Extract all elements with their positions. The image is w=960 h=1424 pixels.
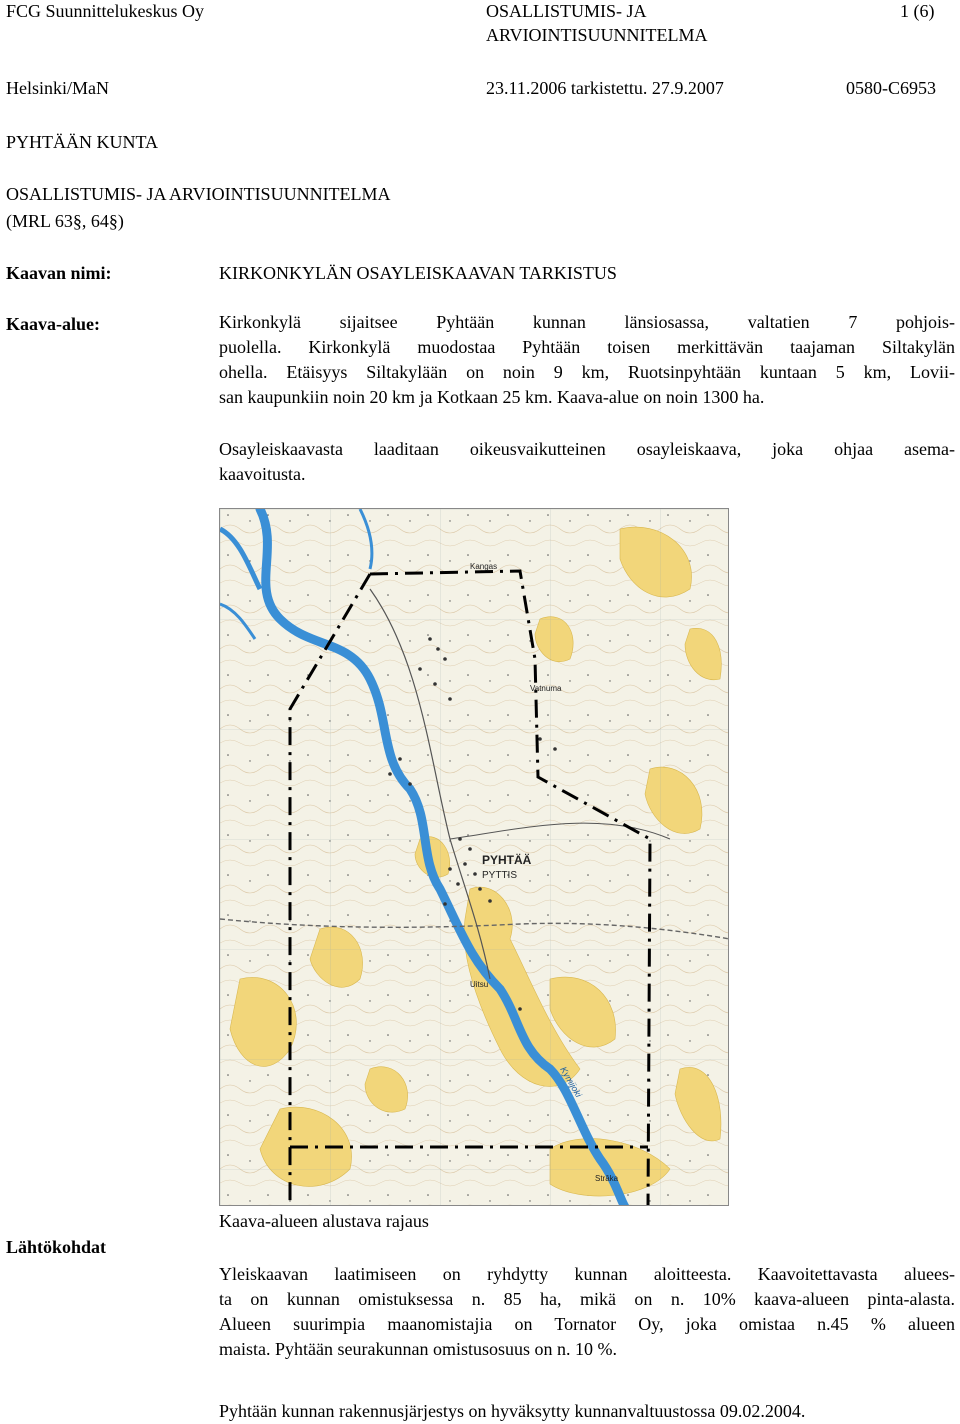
map-image	[220, 509, 729, 1206]
author: Helsinki/MaN	[6, 78, 109, 98]
starting-line: Alueen suurimpia maanomistajia on Tornator Oy, joka omistaa n.45 % alueen	[219, 1314, 955, 1334]
town-label: PYHTÄÄ	[482, 853, 532, 867]
area-paragraph	[219, 310, 955, 410]
area-line: kaavoitusta.	[219, 464, 306, 484]
area-paragraph-2	[219, 437, 955, 487]
village-label: Strâka	[595, 1174, 619, 1183]
map-caption: Kaava-alueen alustava rajaus	[219, 1211, 429, 1231]
main-title: OSALLISTUMIS- JA ARVIOINTISUUNNITELMA	[6, 184, 391, 204]
starting-line: maista. Pyhtään seurakunnan omistusosuus on n. 10 %.	[219, 1339, 617, 1359]
company-name: FCG Suunnittelukeskus Oy	[6, 1, 205, 21]
final-line: Pyhtään kunnan rakennusjärjestys on hyväksytty kunnanvaltuustossa 09.02.2004.	[219, 1401, 806, 1421]
plan-name-label: Kaavan nimi:	[6, 263, 112, 283]
municipality: PYHTÄÄN KUNTA	[6, 132, 159, 152]
doc-code: 0580-C6953	[846, 78, 936, 98]
area-line: ohella. Etäisyys Siltakylään on noin 9 km, Ruotsinpyhtään kuntaan 5 km, Lovii-	[219, 362, 955, 382]
plan-area-map	[219, 508, 729, 1206]
doc-title-line2: ARVIOINTISUUNNITELMA	[486, 25, 708, 45]
section-label: Lähtökohdat	[6, 1237, 107, 1257]
village-label: Kangas	[470, 562, 498, 571]
village-label: Uitsu	[470, 980, 489, 989]
starting-paragraph	[219, 1262, 955, 1362]
area-line: san kaupunkiin noin 20 km ja Kotkaan 25 km. Kaava-alue on noin 1300 ha.	[219, 387, 765, 407]
area-line: Osayleiskaavasta laaditaan oikeusvaikutteinen osayleiskaava, joka ohjaa asema-	[219, 439, 955, 459]
plan-name-value: KIRKONKYLÄN OSAYLEISKAAVAN TARKISTUS	[219, 263, 617, 283]
town-label-sv: PYTTIS	[482, 870, 518, 881]
river-label: Kymijoki	[558, 1065, 584, 1100]
dates: 23.11.2006 tarkistettu. 27.9.2007	[486, 78, 724, 98]
law-reference: (MRL 63§, 64§)	[6, 211, 124, 231]
starting-line: Yleiskaavan laatimiseen on ryhdytty kunnan aloitteesta. Kaavoitettavasta aluees-	[219, 1264, 955, 1284]
starting-line: ta on kunnan omistuksessa n. 85 ha, mikä on n. 10% kaava-alueen pinta-alasta.	[219, 1289, 955, 1309]
plan-area-label: Kaava-alue:	[6, 314, 100, 334]
area-line: Kirkonkylä sijaitsee Pyhtään kunnan länsiosassa, valtatien 7 pohjois-	[219, 312, 955, 332]
area-line: puolella. Kirkonkylä muodostaa Pyhtään toisen merkittävän taajaman Siltakylän	[219, 337, 955, 357]
doc-title-line1: OSALLISTUMIS- JA	[486, 1, 647, 21]
village-label: Vatnuma	[530, 684, 562, 693]
page-number: 1 (6)	[900, 1, 935, 21]
